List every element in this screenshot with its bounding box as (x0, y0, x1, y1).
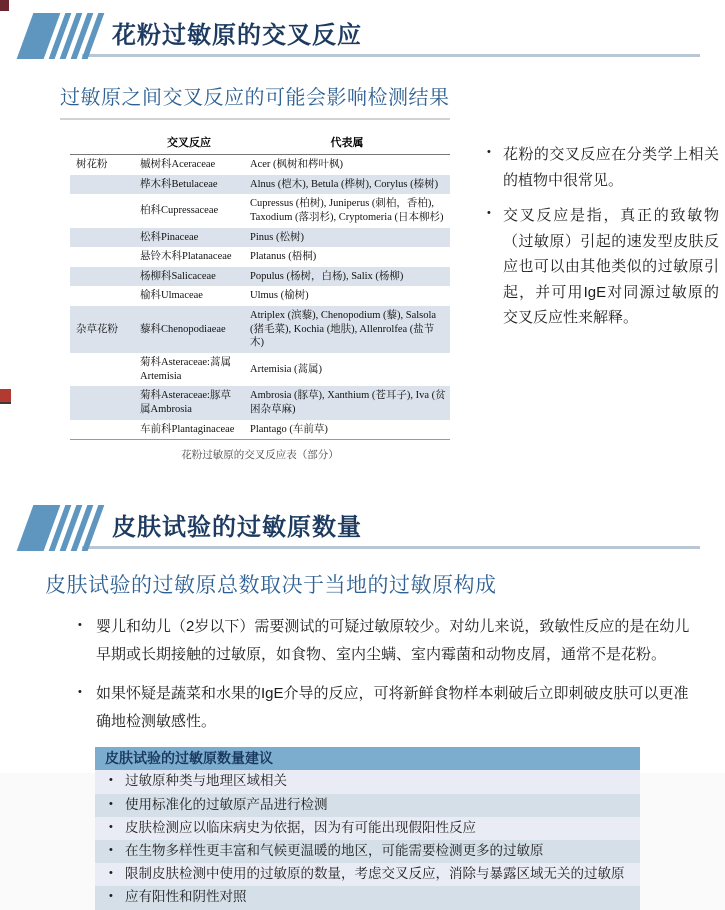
table-row (70, 194, 450, 227)
genera-cell: Atriplex (滨藜), Chenopodium (藜), Salsola (猪毛菜), Kochia (地肤), Allenrolfea (盐节木) (250, 310, 437, 349)
table-row (70, 228, 450, 248)
side-notes-list (486, 142, 719, 462)
table-row (70, 386, 450, 419)
recommendation-item: • 皮肤检测应以临床病史为依据，因为有可能出现假阳性反应 (95, 817, 640, 840)
family-cell: 杨柳科Salicaceae (140, 270, 216, 282)
table-row (70, 247, 450, 267)
pollen-category-cell (70, 353, 134, 386)
recommendation-item: • 使用标准化的过敏原产品进行检测 (95, 794, 640, 817)
family-cell: 车前科Plantaginaceae (140, 423, 235, 435)
section-banner (25, 0, 725, 59)
pollen-category-cell (70, 194, 134, 227)
note-bullet: • 交叉反应是指，真正的致敏物（过敏原）引起的速发型皮肤反应也可以由其他类似的过敏原引起，并可用IgE对同源过敏原的交叉反应性来解释。 (486, 203, 719, 331)
pollen-cross-reaction-table (70, 132, 450, 440)
section-banner (25, 492, 725, 551)
section-subheading: 过敏原之间交叉反应的可能会影响检测结果 (60, 81, 450, 120)
section-title: 皮肤试验的过敏原数量 (112, 514, 362, 542)
genera-cell: Artemisia (蒿属) (250, 363, 323, 375)
family-cell: 槭树科Aceraceae (140, 159, 216, 170)
note-bullet: • 如果怀疑是蔬菜和水果的IgE介导的反应，可将新鲜食物样本刺破后立即刺破皮肤可以更准确地检测敏感性。 (75, 680, 700, 736)
red-bookmark-icon (0, 0, 9, 11)
recommendation-table (95, 747, 640, 909)
family-cell: 菊科Asteraceae:蒿属 Artemisia (140, 357, 231, 382)
table-caption: 花粉过敏原的交叉反应表（部分） (181, 449, 339, 462)
table-row (70, 155, 450, 175)
table-row (70, 286, 450, 306)
family-cell: 柏科Cupressaceae (140, 205, 219, 217)
family-cell: 松科Pinaceae (140, 231, 199, 243)
table-row (70, 267, 450, 287)
pollen-category-cell (70, 386, 134, 419)
pollen-category-cell (70, 228, 134, 248)
family-cell: 悬铃木科Platanaceae (140, 251, 232, 263)
genera-cell: Ulmus (榆树) (250, 290, 309, 302)
section-subheading: 皮肤试验的过敏原总数取决于当地的过敏原构成 (45, 574, 497, 598)
recommendation-list (95, 770, 640, 909)
pollen-category-cell: 树花粉 (76, 159, 108, 170)
recommendation-item: • 应有阳性和阴性对照 (95, 886, 640, 909)
recommendation-table-header: 皮肤试验的过敏原数量建议 (95, 747, 640, 770)
recommendation-item: • 限制皮肤检测中使用的过敏原的数量，考虑交叉反应，消除与暴露区域无关的过敏原 (95, 863, 640, 886)
pollen-category-cell (70, 247, 134, 267)
pollen-category-cell (70, 420, 134, 440)
col-header-representative-genus: 代表属 (244, 132, 450, 155)
genera-cell: Populus (杨树，白杨), Salix (杨柳) (250, 270, 404, 282)
section-skin-test-allergen-count (0, 492, 725, 909)
pollen-category-cell (70, 286, 134, 306)
table-header-row (70, 132, 450, 155)
genera-cell: Plantago (车前草) (250, 423, 328, 435)
table-row (70, 420, 450, 440)
stripes-logo-icon (25, 13, 96, 59)
note-bullet: • 花粉的交叉反应在分类学上相关的植物中很常见。 (486, 142, 719, 193)
family-cell: 菊科Asteraceae:豚草属Ambrosia (140, 390, 231, 415)
family-cell: 榆科Ulmaceae (140, 290, 203, 302)
genera-cell: Alnus (桤木), Betula (桦树), Corylus (榛树) (250, 178, 439, 190)
stripes-logo-icon (25, 505, 96, 551)
table-row (70, 353, 450, 386)
genera-cell: Ambrosia (豚草), Xanthium (苍耳子), Iva (贫困杂草麻) (250, 390, 446, 415)
pollen-category-cell (70, 175, 134, 195)
family-cell: 藜科Chenopodiaeae (140, 323, 226, 335)
genera-cell: Pinus (松树) (250, 231, 304, 243)
col-header-category (70, 132, 134, 155)
recommendation-item: • 在生物多样性更丰富和气候更温暖的地区，可能需要检测更多的过敏原 (95, 840, 640, 863)
pollen-category-cell (70, 267, 134, 287)
section-title: 花粉过敏原的交叉反应 (112, 22, 362, 49)
pollen-category-cell: 杂草花粉 (76, 323, 118, 335)
recommendation-item: • 过敏原种类与地理区域相关 (95, 770, 640, 793)
genera-cell: Platanus (梧桐) (250, 251, 317, 263)
family-cell: 桦木科Betulaceae (140, 178, 218, 190)
body-notes-list (75, 613, 700, 735)
col-header-cross-reaction: 交叉反应 (134, 132, 244, 155)
table-row (70, 175, 450, 195)
table-row (70, 306, 450, 353)
red-bookmark-icon (0, 389, 11, 404)
genera-cell: Cupressus (柏树), Juniperus (刺柏，香柏), Taxodium (落羽杉), Cryptomeria (日本柳杉) (250, 198, 444, 223)
genera-cell: Acer (枫树和梣叶枫) (250, 159, 344, 170)
note-bullet: • 婴儿和幼儿（2岁以下）需要测试的可疑过敏原较少。对幼儿来说，致敏性反应的是在幼儿早期或长期接触的过敏原，如食物、室内尘螨、室内霉菌和动物皮屑，通常不是花粉。 (75, 613, 700, 669)
